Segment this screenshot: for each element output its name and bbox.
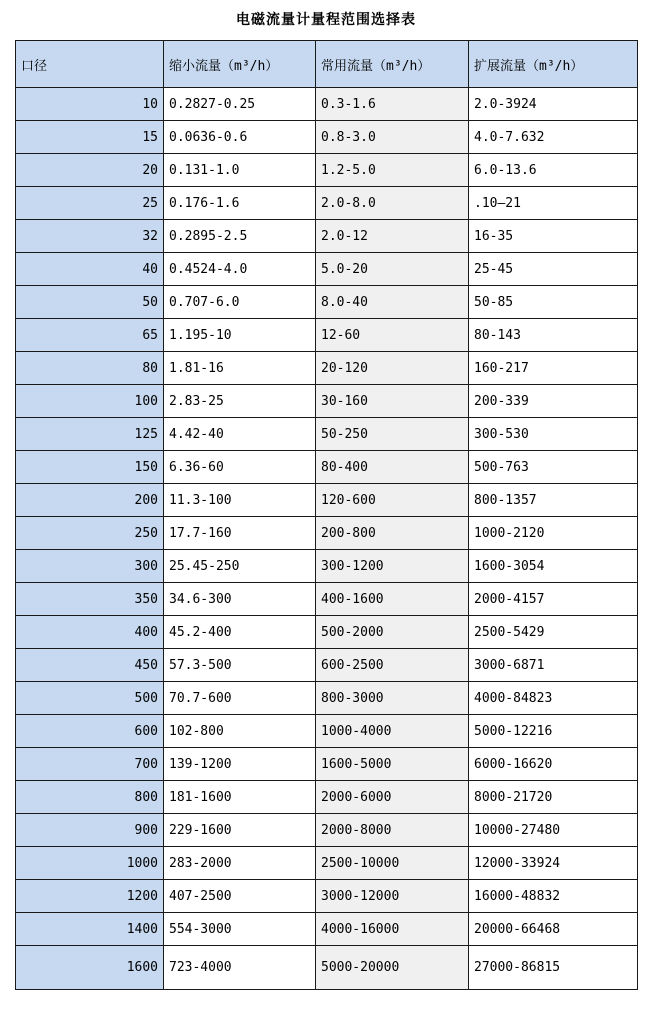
- table-header: [16, 41, 638, 88]
- reduced-flow-cell: 0.131-1.0: [164, 154, 316, 187]
- common-flow-cell: 2500-10000: [316, 847, 469, 880]
- table-row: [16, 187, 638, 220]
- extended-flow-cell: 50-85: [469, 286, 638, 319]
- extended-flow-cell: 2.0-3924: [469, 88, 638, 121]
- reduced-flow-cell: 0.2895-2.5: [164, 220, 316, 253]
- extended-flow-cell: 16-35: [469, 220, 638, 253]
- reduced-flow-cell: 102-800: [164, 715, 316, 748]
- table-row: [16, 880, 638, 913]
- common-flow-cell: 2.0-12: [316, 220, 469, 253]
- common-flow-cell: 4000-16000: [316, 913, 469, 946]
- table-row: [16, 154, 638, 187]
- reduced-flow-cell: 11.3-100: [164, 484, 316, 517]
- common-flow-cell: 5.0-20: [316, 253, 469, 286]
- diameter-cell: 40: [16, 253, 164, 286]
- reduced-flow-cell: 0.707-6.0: [164, 286, 316, 319]
- extended-flow-cell: 5000-12216: [469, 715, 638, 748]
- common-flow-cell: 400-1600: [316, 583, 469, 616]
- common-flow-cell: 500-2000: [316, 616, 469, 649]
- diameter-cell: 100: [16, 385, 164, 418]
- reduced-flow-cell: 139-1200: [164, 748, 316, 781]
- reduced-flow-cell: 283-2000: [164, 847, 316, 880]
- table-row: [16, 814, 638, 847]
- common-flow-cell: 200-800: [316, 517, 469, 550]
- header-common-flow: 常用流量（m³/h）: [316, 41, 469, 88]
- common-flow-cell: 5000-20000: [316, 946, 469, 990]
- reduced-flow-cell: 45.2-400: [164, 616, 316, 649]
- extended-flow-cell: 1600-3054: [469, 550, 638, 583]
- table-row: [16, 385, 638, 418]
- common-flow-cell: 3000-12000: [316, 880, 469, 913]
- common-flow-cell: 120-600: [316, 484, 469, 517]
- extended-flow-cell: 3000-6871: [469, 649, 638, 682]
- diameter-cell: 900: [16, 814, 164, 847]
- common-flow-cell: 1000-4000: [316, 715, 469, 748]
- table-row: [16, 946, 638, 990]
- common-flow-cell: 300-1200: [316, 550, 469, 583]
- table-row: [16, 451, 638, 484]
- reduced-flow-cell: 0.0636-0.6: [164, 121, 316, 154]
- diameter-cell: 65: [16, 319, 164, 352]
- diameter-cell: 32: [16, 220, 164, 253]
- extended-flow-cell: 12000-33924: [469, 847, 638, 880]
- header-extended-flow: 扩展流量（m³/h）: [469, 41, 638, 88]
- table-row: [16, 550, 638, 583]
- common-flow-cell: 8.0-40: [316, 286, 469, 319]
- extended-flow-cell: 4.0-7.632: [469, 121, 638, 154]
- common-flow-cell: 2000-6000: [316, 781, 469, 814]
- extended-flow-cell: 10000-27480: [469, 814, 638, 847]
- extended-flow-cell: 6000-16620: [469, 748, 638, 781]
- table-row: [16, 418, 638, 451]
- diameter-cell: 250: [16, 517, 164, 550]
- reduced-flow-cell: 181-1600: [164, 781, 316, 814]
- reduced-flow-cell: 70.7-600: [164, 682, 316, 715]
- table-row: [16, 517, 638, 550]
- diameter-cell: 80: [16, 352, 164, 385]
- common-flow-cell: 1600-5000: [316, 748, 469, 781]
- diameter-cell: 15: [16, 121, 164, 154]
- table-row: [16, 220, 638, 253]
- extended-flow-cell: 8000-21720: [469, 781, 638, 814]
- extended-flow-cell: 6.0-13.6: [469, 154, 638, 187]
- extended-flow-cell: .10—21: [469, 187, 638, 220]
- common-flow-cell: 30-160: [316, 385, 469, 418]
- diameter-cell: 1600: [16, 946, 164, 990]
- table-row: [16, 682, 638, 715]
- reduced-flow-cell: 6.36-60: [164, 451, 316, 484]
- extended-flow-cell: 2000-4157: [469, 583, 638, 616]
- extended-flow-cell: 800-1357: [469, 484, 638, 517]
- diameter-cell: 125: [16, 418, 164, 451]
- common-flow-cell: 1.2-5.0: [316, 154, 469, 187]
- common-flow-cell: 12-60: [316, 319, 469, 352]
- table-row: [16, 253, 638, 286]
- reduced-flow-cell: 554-3000: [164, 913, 316, 946]
- table-row: [16, 616, 638, 649]
- common-flow-cell: 20-120: [316, 352, 469, 385]
- table-row: [16, 88, 638, 121]
- extended-flow-cell: 20000-66468: [469, 913, 638, 946]
- table-row: [16, 484, 638, 517]
- table-row: [16, 583, 638, 616]
- table-row: [16, 781, 638, 814]
- common-flow-cell: 600-2500: [316, 649, 469, 682]
- diameter-cell: 800: [16, 781, 164, 814]
- reduced-flow-cell: 1.81-16: [164, 352, 316, 385]
- reduced-flow-cell: 407-2500: [164, 880, 316, 913]
- table-body: [16, 88, 638, 990]
- reduced-flow-cell: 17.7-160: [164, 517, 316, 550]
- table-row: [16, 352, 638, 385]
- common-flow-cell: 80-400: [316, 451, 469, 484]
- diameter-cell: 350: [16, 583, 164, 616]
- diameter-cell: 600: [16, 715, 164, 748]
- table-row: [16, 847, 638, 880]
- extended-flow-cell: 500-763: [469, 451, 638, 484]
- extended-flow-cell: 16000-48832: [469, 880, 638, 913]
- common-flow-cell: 800-3000: [316, 682, 469, 715]
- extended-flow-cell: 300-530: [469, 418, 638, 451]
- table-row: [16, 913, 638, 946]
- table-row: [16, 748, 638, 781]
- reduced-flow-cell: 2.83-25: [164, 385, 316, 418]
- reduced-flow-cell: 1.195-10: [164, 319, 316, 352]
- header-diameter: 口径: [16, 41, 164, 88]
- page-title: 电磁流量计量程范围选择表: [236, 12, 416, 28]
- table-row: [16, 121, 638, 154]
- diameter-cell: 20: [16, 154, 164, 187]
- reduced-flow-cell: 57.3-500: [164, 649, 316, 682]
- extended-flow-cell: 25-45: [469, 253, 638, 286]
- extended-flow-cell: 160-217: [469, 352, 638, 385]
- diameter-cell: 300: [16, 550, 164, 583]
- reduced-flow-cell: 0.2827-0.25: [164, 88, 316, 121]
- diameter-cell: 450: [16, 649, 164, 682]
- common-flow-cell: 0.8-3.0: [316, 121, 469, 154]
- reduced-flow-cell: 229-1600: [164, 814, 316, 847]
- common-flow-cell: 0.3-1.6: [316, 88, 469, 121]
- reduced-flow-cell: 25.45-250: [164, 550, 316, 583]
- table-row: [16, 286, 638, 319]
- header-row: [16, 41, 638, 88]
- extended-flow-cell: 1000-2120: [469, 517, 638, 550]
- diameter-cell: 500: [16, 682, 164, 715]
- extended-flow-cell: 27000-86815: [469, 946, 638, 990]
- flow-range-table: [15, 40, 638, 990]
- diameter-cell: 150: [16, 451, 164, 484]
- common-flow-cell: 2000-8000: [316, 814, 469, 847]
- diameter-cell: 1000: [16, 847, 164, 880]
- diameter-cell: 400: [16, 616, 164, 649]
- diameter-cell: 1200: [16, 880, 164, 913]
- extended-flow-cell: 80-143: [469, 319, 638, 352]
- extended-flow-cell: 200-339: [469, 385, 638, 418]
- extended-flow-cell: 2500-5429: [469, 616, 638, 649]
- header-reduced-flow: 缩小流量（m³/h）: [164, 41, 316, 88]
- diameter-cell: 10: [16, 88, 164, 121]
- reduced-flow-cell: 34.6-300: [164, 583, 316, 616]
- extended-flow-cell: 4000-84823: [469, 682, 638, 715]
- reduced-flow-cell: 0.176-1.6: [164, 187, 316, 220]
- diameter-cell: 700: [16, 748, 164, 781]
- table-row: [16, 319, 638, 352]
- table-row: [16, 649, 638, 682]
- diameter-cell: 1400: [16, 913, 164, 946]
- diameter-cell: 200: [16, 484, 164, 517]
- common-flow-cell: 50-250: [316, 418, 469, 451]
- common-flow-cell: 2.0-8.0: [316, 187, 469, 220]
- reduced-flow-cell: 0.4524-4.0: [164, 253, 316, 286]
- table-row: [16, 715, 638, 748]
- reduced-flow-cell: 4.42-40: [164, 418, 316, 451]
- reduced-flow-cell: 723-4000: [164, 946, 316, 990]
- diameter-cell: 25: [16, 187, 164, 220]
- diameter-cell: 50: [16, 286, 164, 319]
